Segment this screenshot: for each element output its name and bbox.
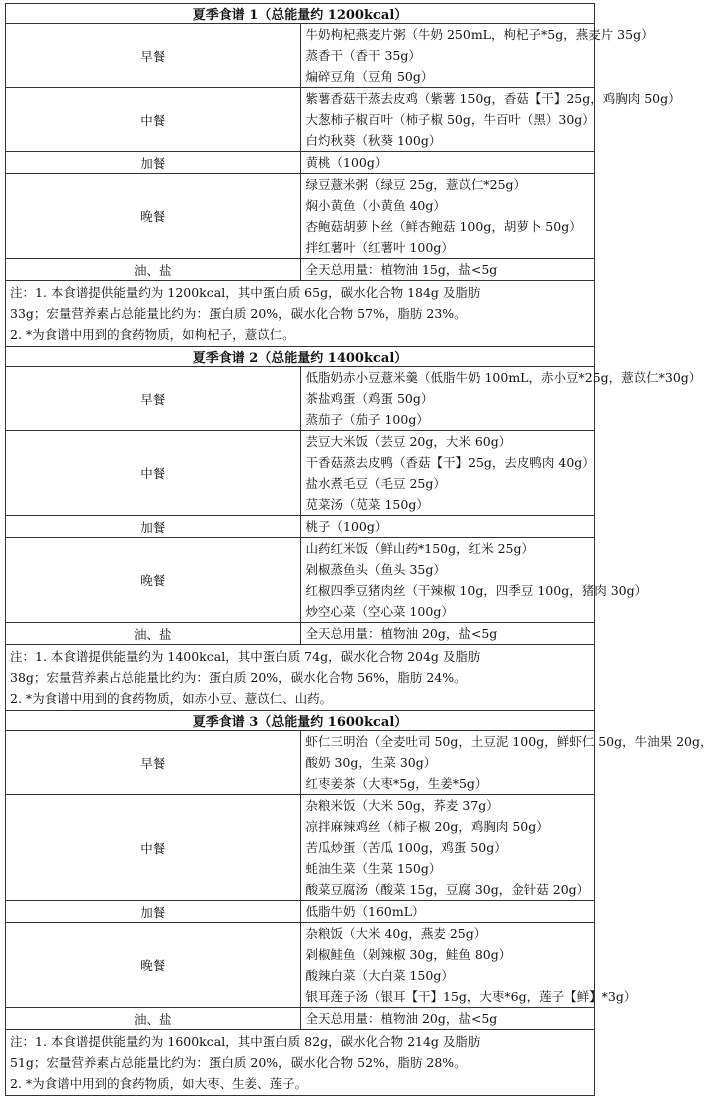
dish-item: 牛奶枸杞燕麦片粥（牛奶 250mL，枸杞子*5g，燕麦片 35g） bbox=[305, 27, 654, 42]
meal-items bbox=[300, 1008, 595, 1030]
dish-item: 蚝油生菜（生菜 150g） bbox=[305, 861, 442, 876]
meal-row bbox=[6, 259, 595, 281]
dish-item: 大葱柿子椒百叶（柿子椒 50g，牛百叶（黑）30g） bbox=[305, 112, 595, 127]
dish-item: 紫薯香菇干蒸去皮鸡（紫薯 150g，香菇【干】25g，鸡胸肉 50g） bbox=[305, 91, 681, 106]
meal-label: 早餐 bbox=[6, 731, 301, 795]
meal-label: 晚餐 bbox=[6, 174, 301, 259]
menu-title-row bbox=[6, 711, 595, 731]
dish-item: 芸豆大米饭（芸豆 20g，大米 60g） bbox=[305, 434, 512, 449]
meal-row bbox=[6, 901, 595, 923]
meal-items bbox=[300, 623, 595, 645]
dish-item: 虾仁三明治（全麦吐司 50g，土豆泥 100g，鲜虾仁 50g，牛油果 20g， bbox=[305, 734, 712, 749]
dish-item: 酸辣白菜（大白菜 150g） bbox=[305, 968, 454, 983]
notes-row bbox=[6, 1030, 595, 1096]
meal-items bbox=[300, 88, 681, 152]
dish-item: 煸碎豆角（豆角 50g） bbox=[305, 69, 434, 84]
meal-items bbox=[300, 259, 595, 281]
meal-label: 加餐 bbox=[6, 516, 301, 538]
menu-title: 夏季食谱 1（总能量约 1200kcal） bbox=[6, 4, 595, 24]
meal-row bbox=[6, 174, 595, 259]
menu-title: 夏季食谱 3（总能量约 1600kcal） bbox=[6, 711, 595, 731]
meal-label: 早餐 bbox=[6, 24, 301, 88]
meal-items bbox=[300, 731, 712, 795]
meal-items bbox=[300, 152, 595, 174]
meal-row bbox=[6, 731, 595, 795]
meal-items bbox=[300, 901, 595, 923]
meal-row bbox=[6, 1008, 595, 1030]
meal-label: 晚餐 bbox=[6, 538, 301, 623]
recipe-table bbox=[5, 3, 712, 1096]
dish-item: 焖小黄鱼（小黄鱼 40g） bbox=[305, 198, 446, 213]
dish-item: 黄桃（100g） bbox=[305, 155, 388, 170]
meal-row bbox=[6, 795, 595, 901]
note-line: 注：1. 本食谱提供能量约为 1400kcal，其中蛋白质 74g，碳水化合物 204g 及脂肪 bbox=[10, 649, 481, 664]
menu-title: 夏季食谱 2（总能量约 1400kcal） bbox=[6, 347, 595, 367]
meal-label: 油、盐 bbox=[6, 623, 301, 645]
note-line: 33g；宏量营养素占总能量比约为：蛋白质 20%，碳水化合物 57%，脂肪 23%。 bbox=[10, 306, 467, 321]
dish-item: 盐水煮毛豆（毛豆 25g） bbox=[305, 476, 446, 491]
meal-row bbox=[6, 516, 595, 538]
meal-items bbox=[300, 367, 702, 431]
meal-items bbox=[300, 923, 637, 1008]
meal-label: 中餐 bbox=[6, 431, 301, 516]
meal-items bbox=[300, 174, 595, 259]
menu-notes bbox=[6, 281, 595, 347]
dish-item: 绿豆薏米粥（绿豆 25g，薏苡仁*25g） bbox=[305, 177, 527, 192]
meal-items bbox=[300, 795, 595, 901]
note-line: 38g；宏量营养素占总能量比约为：蛋白质 20%，碳水化合物 56%，脂肪 24%。 bbox=[10, 670, 467, 685]
meal-label: 中餐 bbox=[6, 795, 301, 901]
dish-item: 山药红米饭（鲜山药*150g，红米 25g） bbox=[305, 541, 534, 556]
dish-item: 酸奶 30g，生菜 30g） bbox=[305, 755, 437, 770]
menu-notes bbox=[6, 1030, 595, 1096]
dish-item: 低脂牛奶（160mL） bbox=[305, 904, 425, 919]
meal-row bbox=[6, 923, 595, 1008]
meal-items bbox=[300, 24, 654, 88]
dish-item: 杂粮米饭（大米 50g，荞麦 37g） bbox=[305, 798, 499, 813]
dish-item: 蒸茄子（茄子 100g） bbox=[305, 412, 429, 427]
menu-title-row bbox=[6, 4, 595, 24]
meal-row bbox=[6, 367, 595, 431]
dish-item: 银耳莲子汤（银耳【干】15g，大枣*6g，莲子【鲜】*3g） bbox=[305, 989, 637, 1004]
note-line: 2. *为食谱中用到的食药物质，如大枣、生姜、莲子。 bbox=[10, 1076, 308, 1091]
meal-row bbox=[6, 431, 595, 516]
notes-row bbox=[6, 281, 595, 347]
meal-row bbox=[6, 152, 595, 174]
meal-label: 中餐 bbox=[6, 88, 301, 152]
dish-item: 酸菜豆腐汤（酸菜 15g，豆腐 30g，金针菇 20g） bbox=[305, 882, 590, 897]
dish-item: 白灼秋葵（秋葵 100g） bbox=[305, 133, 442, 148]
meal-items bbox=[300, 516, 595, 538]
dish-item: 剁椒蒸鱼头（鱼头 35g） bbox=[305, 562, 446, 577]
dish-item: 干香菇蒸去皮鸭（香菇【干】25g，去皮鸭肉 40g） bbox=[305, 455, 595, 470]
dish-item: 蒸香干（香干 35g） bbox=[305, 48, 421, 63]
meal-row bbox=[6, 623, 595, 645]
dish-item: 苋菜汤（苋菜 150g） bbox=[305, 497, 429, 512]
dish-item: 全天总用量：植物油 20g，盐<5g bbox=[305, 1011, 498, 1026]
dish-item: 拌红薯叶（红薯叶 100g） bbox=[305, 240, 454, 255]
meal-label: 加餐 bbox=[6, 152, 301, 174]
notes-row bbox=[6, 645, 595, 711]
dish-item: 剁椒鲑鱼（剁辣椒 30g，鲑鱼 80g） bbox=[305, 947, 512, 962]
meal-label: 油、盐 bbox=[6, 1008, 301, 1030]
meal-label: 早餐 bbox=[6, 367, 301, 431]
meal-row bbox=[6, 88, 595, 152]
meal-row bbox=[6, 538, 595, 623]
dish-item: 桃子（100g） bbox=[305, 519, 388, 534]
meal-label: 晚餐 bbox=[6, 923, 301, 1008]
note-line: 51g；宏量营养素占总能量比约为：蛋白质 20%，碳水化合物 52%，脂肪 28%。 bbox=[10, 1055, 467, 1070]
dish-item: 苦瓜炒蛋（苦瓜 100g，鸡蛋 50g） bbox=[305, 840, 507, 855]
dish-item: 红椒四季豆猪肉丝（干辣椒 10g，四季豆 100g，猪肉 30g） bbox=[305, 583, 648, 598]
dish-item: 杂粮饭（大米 40g，燕麦 25g） bbox=[305, 926, 487, 941]
dish-item: 红枣姜茶（大枣*5g，生姜*5g） bbox=[305, 776, 488, 791]
menu-title-row bbox=[6, 347, 595, 367]
meal-row bbox=[6, 24, 595, 88]
dish-item: 凉拌麻辣鸡丝（柿子椒 20g，鸡胸肉 50g） bbox=[305, 819, 549, 834]
meal-items bbox=[300, 538, 648, 623]
meal-label: 加餐 bbox=[6, 901, 301, 923]
dish-item: 低脂奶赤小豆薏米羹（低脂牛奶 100mL，赤小豆*25g，薏苡仁*30g） bbox=[305, 370, 702, 385]
menu-notes bbox=[6, 645, 595, 711]
note-line: 注：1. 本食谱提供能量约为 1600kcal，其中蛋白质 82g，碳水化合物 214g 及脂肪 bbox=[10, 1034, 481, 1049]
dish-item: 茶盐鸡蛋（鸡蛋 50g） bbox=[305, 391, 434, 406]
note-line: 2. *为食谱中用到的食药物质，如枸杞子，薏苡仁。 bbox=[10, 327, 295, 342]
dish-item: 全天总用量：植物油 20g，盐<5g bbox=[305, 626, 498, 641]
meal-label: 油、盐 bbox=[6, 259, 301, 281]
note-line: 2. *为食谱中用到的食药物质，如赤小豆、薏苡仁、山药。 bbox=[10, 691, 333, 706]
meal-items bbox=[300, 431, 595, 516]
dish-item: 炒空心菜（空心菜 100g） bbox=[305, 604, 454, 619]
dish-item: 全天总用量：植物油 15g，盐<5g bbox=[305, 262, 498, 277]
dish-item: 杏鲍菇胡萝卜丝（鲜杏鲍菇 100g，胡萝卜 50g） bbox=[305, 219, 582, 234]
note-line: 注：1. 本食谱提供能量约为 1200kcal，其中蛋白质 65g，碳水化合物 184g 及脂肪 bbox=[10, 285, 481, 300]
